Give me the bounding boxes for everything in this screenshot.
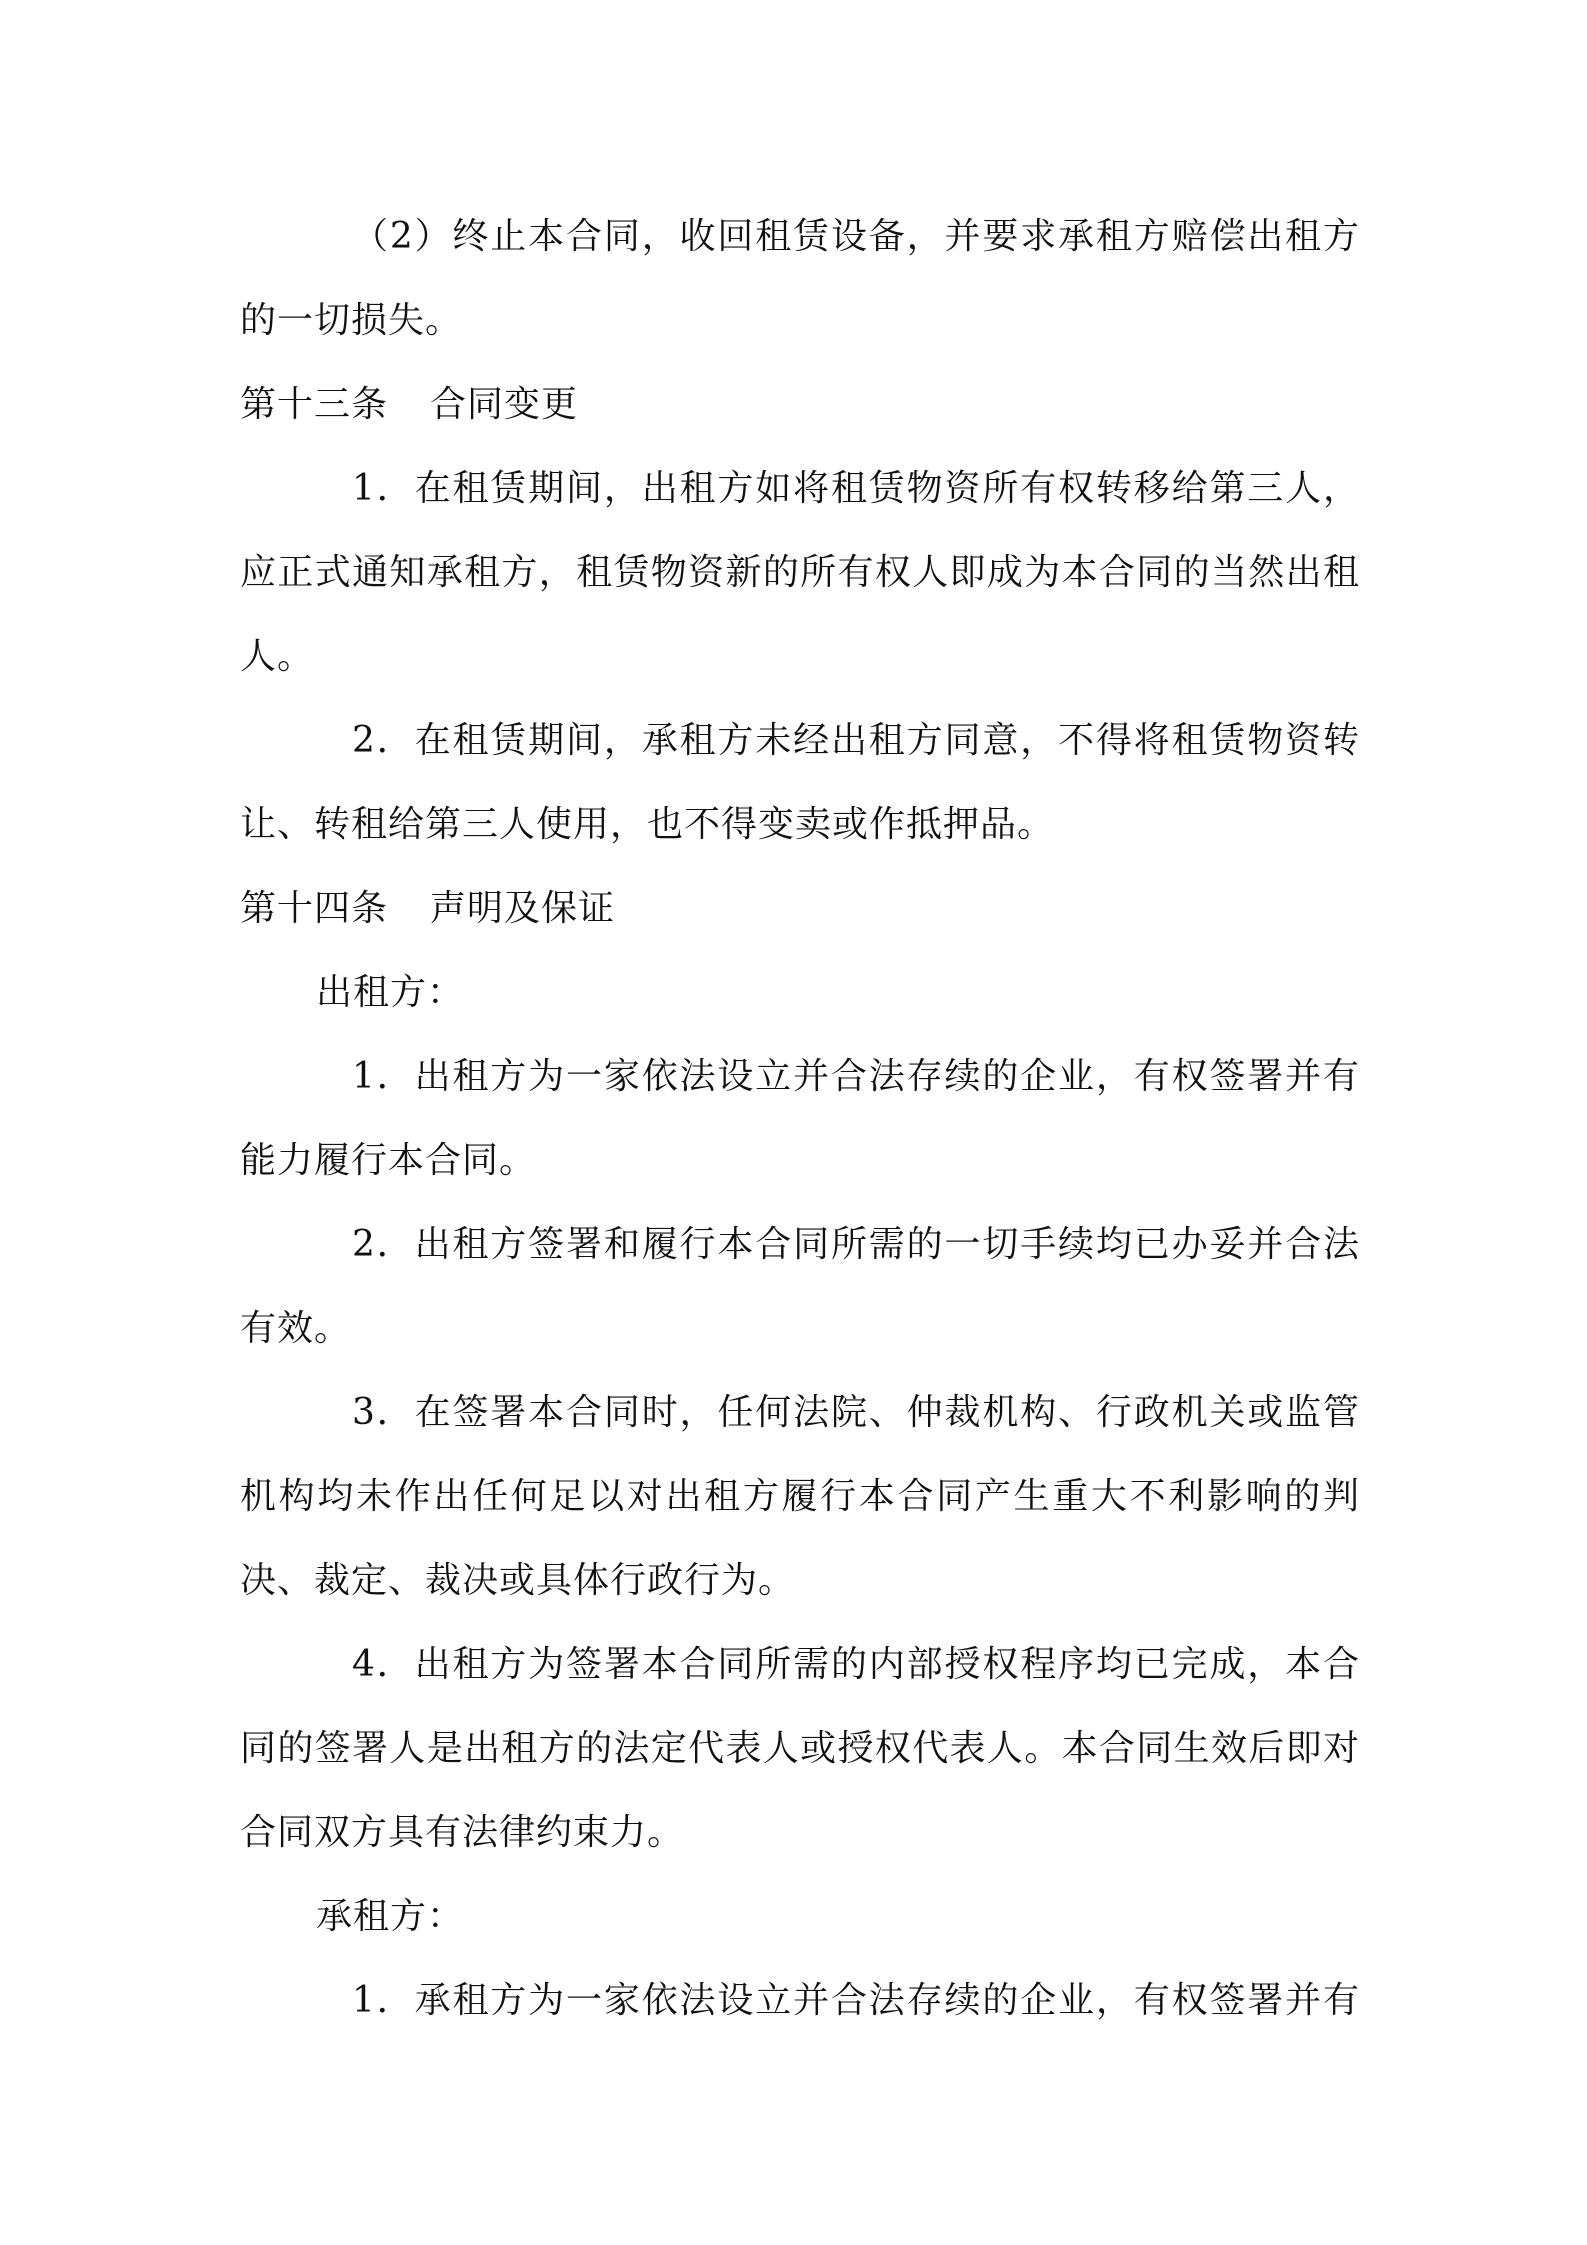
- article-number: 第十四条: [240, 888, 389, 929]
- article-13-heading: [240, 363, 1360, 447]
- paragraph-line: 有效。: [240, 1308, 352, 1349]
- paragraph-line: 1．出租方为一家依法设立并合法存续的企业，有权签署并有: [352, 1056, 1360, 1097]
- paragraph-line: 2．在租赁期间，承租方未经出租方同意，不得将租赁物资转: [352, 720, 1360, 761]
- paragraph-line: 能力履行本合同。: [240, 1140, 537, 1181]
- paragraph-line: 的一切损失。: [240, 300, 463, 341]
- paragraph-line: 机构均未作出任何足以对出租方履行本合同产生重大不利影响的判: [240, 1476, 1360, 1517]
- paragraph-line: 同的签署人是出租方的法定代表人或授权代表人。本合同生效后即对: [240, 1728, 1360, 1769]
- paragraph-line: 合同双方具有法律约束力。: [240, 1812, 685, 1853]
- article-title: 声明及保证: [430, 888, 616, 929]
- paragraph-line: （2）终止本合同，收回租赁设备，并要求承租方赔偿出租方: [352, 216, 1360, 257]
- paragraph-line: 让、转租给第三人使用，也不得变卖或作抵押品。: [240, 804, 1055, 845]
- paragraph-line: 2．出租方签署和履行本合同所需的一切手续均已办妥并合法: [352, 1224, 1360, 1265]
- paragraph-line: 人。: [240, 636, 315, 677]
- article-number: 第十三条: [240, 384, 389, 425]
- paragraph-line: 应正式通知承租方，租赁物资新的所有权人即成为本合同的当然出租: [240, 552, 1360, 593]
- article-14-heading: [240, 867, 1360, 951]
- lessee-label: 承租方：: [316, 1896, 465, 1937]
- paragraph-line: 1．在租赁期间，出租方如将租赁物资所有权转移给第三人，: [352, 468, 1360, 509]
- paragraph-line: 1．承租方为一家依法设立并合法存续的企业，有权签署并有: [352, 1980, 1360, 2021]
- paragraph-line: 3．在签署本合同时，任何法院、仲裁机构、行政机关或监管: [352, 1392, 1360, 1433]
- paragraph-line: 4．出租方为签署本合同所需的内部授权程序均已完成，本合: [352, 1644, 1360, 1685]
- article-title: 合同变更: [430, 384, 579, 425]
- document-body: [240, 195, 1360, 2043]
- paragraph-line: 决、裁定、裁决或具体行政行为。: [240, 1560, 796, 1601]
- lessor-label: 出租方：: [316, 972, 465, 1013]
